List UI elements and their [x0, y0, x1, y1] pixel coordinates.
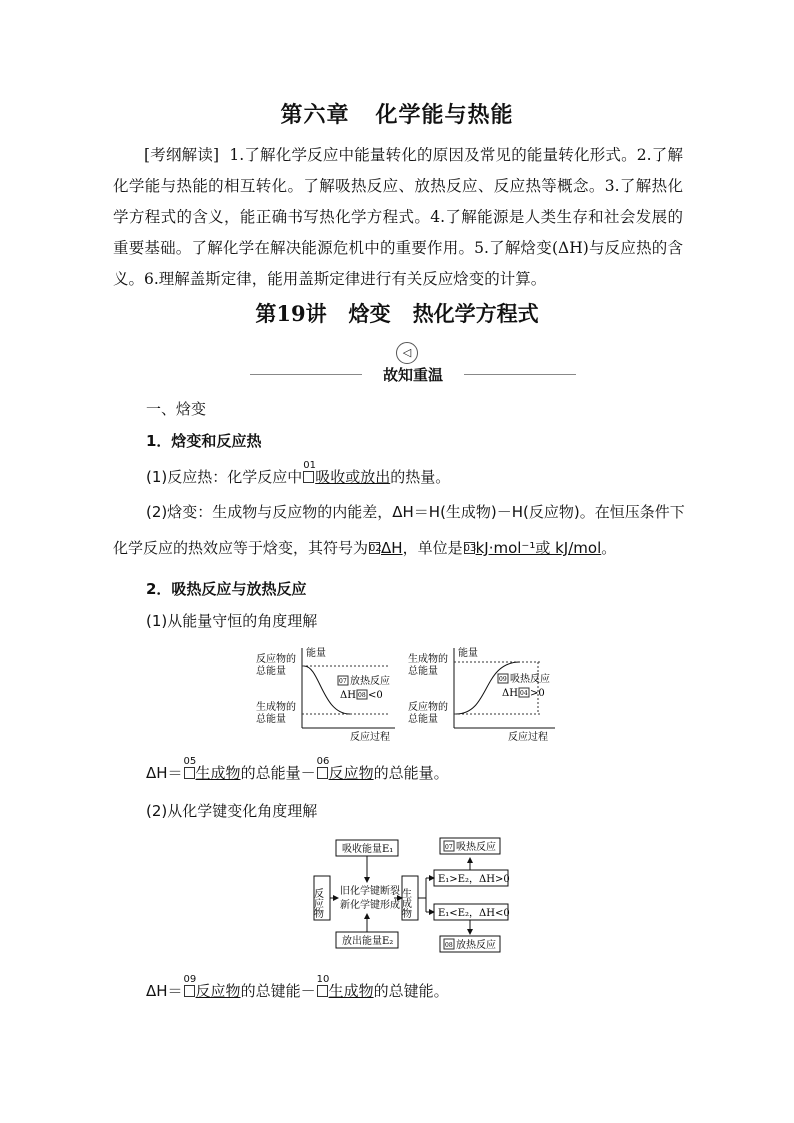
label: 旧化学键断裂	[340, 886, 400, 897]
paragraph-energy-conservation: (1)从能量守恒的角度理解	[146, 612, 318, 630]
energy-diagram	[250, 640, 570, 745]
text: 的总键能。	[373, 982, 449, 1000]
text: ，单位是	[402, 539, 463, 557]
text: 的总键能－	[240, 982, 316, 1000]
banner-line-right	[464, 374, 576, 375]
answer-blank: ΔH	[381, 539, 403, 557]
label: 反应物的	[256, 654, 296, 665]
label: 总能量	[408, 666, 438, 677]
label: 放热反应	[350, 676, 390, 687]
axis-label: 能量	[458, 648, 478, 659]
label: <0	[368, 690, 383, 701]
number: 04	[520, 690, 528, 697]
blank-number	[316, 974, 330, 997]
label: 反应物的	[408, 702, 448, 713]
label: 放出能量E₂	[342, 936, 394, 947]
number: 02	[369, 543, 382, 554]
label: 新化学键形成	[340, 900, 400, 911]
number: 10	[316, 974, 330, 985]
number: 03	[463, 543, 477, 554]
label: 吸热反应	[456, 842, 496, 853]
chapter-number: 第六章	[280, 102, 350, 128]
banner-line-left	[250, 374, 362, 375]
lecture-title	[0, 298, 794, 328]
text: 的总能量。	[373, 764, 449, 782]
label: >0	[530, 688, 545, 699]
label: ΔH	[340, 690, 356, 701]
equation-bond-energy	[146, 974, 449, 1001]
leaf-icon: ◁	[396, 342, 418, 364]
number: 08	[358, 692, 366, 699]
number: 08	[445, 942, 453, 949]
answer-blank: 生成物	[195, 764, 241, 782]
label: 总能量	[256, 714, 286, 725]
text: ΔH＝	[146, 982, 183, 1000]
syllabus-text: 1.了解化学反应中能量转化的原因及常见的能量转化形式。2.了解化学能与热能的相互转化。了解吸热反应、放热反应、反应热等概念。3.了解热化学方程式的含义，能正确书写热化学方程式。4.了解能源是人类生存和社会发展的重要基础。了解化学在解决能源危机中的重要作用。5.了解焓变(ΔH)与反应热的含义。6.理解盖斯定律，能用盖斯定律进行有关反应焓变的计算。	[113, 146, 683, 288]
equation-energy	[146, 756, 449, 783]
text: 的总能量－	[240, 764, 316, 782]
axis-label: 反应过程	[350, 732, 390, 743]
label: 反应物	[311, 888, 323, 918]
number: 07	[445, 844, 453, 851]
number: 01	[303, 460, 316, 471]
number: 05	[183, 756, 197, 767]
syllabus-tag: [考纲解读]	[144, 146, 220, 164]
subsection-heading-1: 1．焓变和反应热	[146, 432, 262, 450]
label: 吸热反应	[510, 674, 550, 685]
label: 吸收能量E₁	[342, 844, 394, 855]
text: (1)反应热：化学反应中	[146, 468, 303, 486]
paragraph-reaction-heat	[146, 460, 451, 487]
section-heading: 一、焓变	[146, 400, 207, 418]
blank-number	[303, 460, 316, 483]
answer-blank: 反应物	[195, 982, 241, 1000]
blank-number	[369, 542, 380, 554]
text: (2)焓变：生成物与反应物的内能差，ΔH＝H(生成物)－H(反应物)。在恒压条件下化学反应的热效应等于焓变，其符号为	[113, 503, 685, 557]
number: 09	[499, 676, 507, 683]
banner-text: 故知重温	[382, 366, 443, 384]
bond-flow-diagram	[310, 832, 525, 957]
text: 。	[601, 539, 617, 557]
number: 06	[316, 756, 330, 767]
answer-blank: 反应物	[328, 764, 374, 782]
blank-number	[183, 756, 197, 779]
chapter-title	[0, 98, 794, 129]
label: E₁<E₂，ΔH<0	[438, 908, 510, 919]
lecture-number: 第19讲	[255, 301, 327, 326]
answer-blank: 生成物	[328, 982, 374, 1000]
answer-blank: kJ·mol⁻¹或 kJ/mol	[475, 539, 602, 557]
text: ΔH＝	[146, 764, 183, 782]
number: 09	[183, 974, 197, 985]
paragraph-bond-change: (2)从化学键变化角度理解	[146, 802, 318, 820]
label: E₁>E₂，ΔH>0	[438, 874, 510, 885]
label: 总能量	[256, 666, 286, 677]
syllabus-paragraph	[113, 140, 683, 295]
axis-label: 能量	[306, 648, 326, 659]
lecture-topic-2: 热化学方程式	[412, 301, 539, 326]
chapter-name: 化学能与热能	[375, 102, 514, 128]
text: 的热量。	[390, 468, 451, 486]
subsection-heading-2: 2．吸热反应与放热反应	[146, 580, 307, 598]
blank-number	[316, 756, 330, 779]
lecture-topic-1: 焓变	[348, 301, 391, 326]
label: 生成物	[399, 888, 411, 918]
blank-number	[183, 974, 197, 997]
label: 总能量	[408, 714, 438, 725]
number: 07	[339, 678, 347, 685]
paragraph-enthalpy	[113, 494, 685, 566]
label: 生成物的	[408, 654, 448, 665]
label: ΔH	[502, 688, 518, 699]
section-banner	[250, 340, 576, 388]
answer-blank: 吸收或放出	[315, 468, 391, 486]
label: 生成物的	[256, 702, 296, 713]
axis-label: 反应过程	[508, 732, 548, 743]
label: 放热反应	[456, 940, 496, 951]
blank-number	[464, 542, 475, 554]
